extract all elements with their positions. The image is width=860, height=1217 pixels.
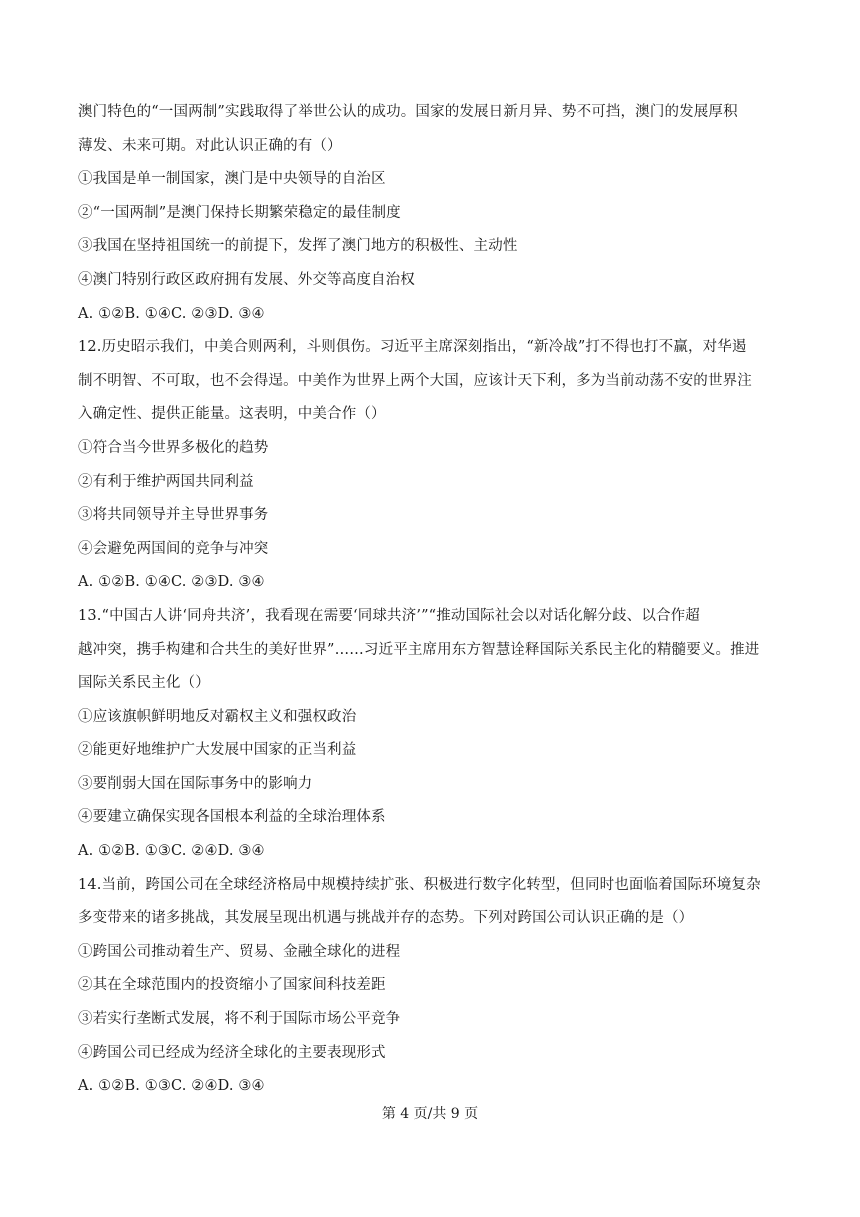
answer-choices: A. ①②B. ①④C. ②③D. ③④ [78,305,265,322]
statement-option: ①应该旗帜鲜明地反对霸权主义和强权政治 [78,708,357,725]
question-stem-line: 14.当前，跨国公司在全球经济格局中规模持续扩张、积极进行数字化转型，但同时也面临着国际环境复杂 [78,876,761,893]
statement-option: ②有利于维护两国共同利益 [78,473,254,490]
question-11 [78,96,786,331]
statement-option: ④会避免两国间的竞争与冲突 [78,540,269,557]
question-stem-line: 制不明智、不可取，也不会得逞。中美作为世界上两个大国，应该计天下利，多为当前动荡不安的世界注 [78,372,752,389]
answer-choices: A. ①②B. ①③C. ②④D. ③④ [78,843,265,860]
question-12 [78,331,786,600]
statement-option: ①跨国公司推动着生产、贸易、金融全球化的进程 [78,943,401,960]
question-stem-line: 薄发、未来可期。对此认识正确的有（） [78,137,342,154]
statement-option: ②能更好地维护广大发展中国家的正当利益 [78,742,357,759]
answer-choices: A. ①②B. ①③C. ②④D. ③④ [78,1078,265,1095]
statement-option: ①我国是单一制国家，澳门是中央领导的自治区 [78,171,386,188]
exam-page-body [78,96,786,1104]
question-stem-line: 13.“中国古人讲‘同舟共济’，我看现在需要‘同球共济’”“推动国际社会以对话化解分歧、以合作超 [78,607,700,624]
question-stem-line: 国际关系民主化（） [78,675,210,692]
answer-choices: A. ①②B. ①④C. ②③D. ③④ [78,574,265,591]
statement-option: ③将共同领导并主导世界事务 [78,507,269,524]
statement-option: ③要削弱大国在国际事务中的影响力 [78,775,313,792]
question-stem-line: 多变带来的诸多挑战，其发展呈现出机遇与挑战并存的态势。下列对跨国公司认识正确的是（） [78,910,694,927]
statement-option: ④跨国公司已经成为经济全球化的主要表现形式 [78,1044,386,1061]
question-13 [78,600,786,869]
statement-option: ④澳门特别行政区政府拥有发展、外交等高度自治权 [78,271,415,288]
question-14 [78,869,786,1104]
statement-option: ②“一国两制”是澳门保持长期繁荣稳定的最佳制度 [78,204,401,221]
question-stem-line: 越冲突，携手构建和合共生的美好世界”……习近平主席用东方智慧诠释国际关系民主化的精髓要义。推进 [78,641,760,658]
statement-option: ③我国在坚持祖国统一的前提下，发挥了澳门地方的积极性、主动性 [78,238,518,255]
statement-option: ③若实行垄断式发展，将不利于国际市场公平竞争 [78,1011,401,1028]
question-stem-line: 澳门特色的“一国两制”实践取得了举世公认的成功。国家的发展日新月异、势不可挡，澳门的发展厚积 [78,104,738,120]
question-stem-line: 12.历史昭示我们，中美合则两利，斗则俱伤。习近平主席深刻指出，“新冷战”打不得也打不赢，对华遏 [78,339,747,356]
statement-option: ①符合当今世界多极化的趋势 [78,439,269,456]
statement-option: ②其在全球范围内的投资缩小了国家间科技差距 [78,977,386,994]
statement-option: ④要建立确保实现各国根本利益的全球治理体系 [78,809,386,826]
page-number-footer: 第 4 页/共 9 页 [381,1106,479,1122]
question-stem-line: 入确定性、提供正能量。这表明，中美合作（） [78,406,386,423]
